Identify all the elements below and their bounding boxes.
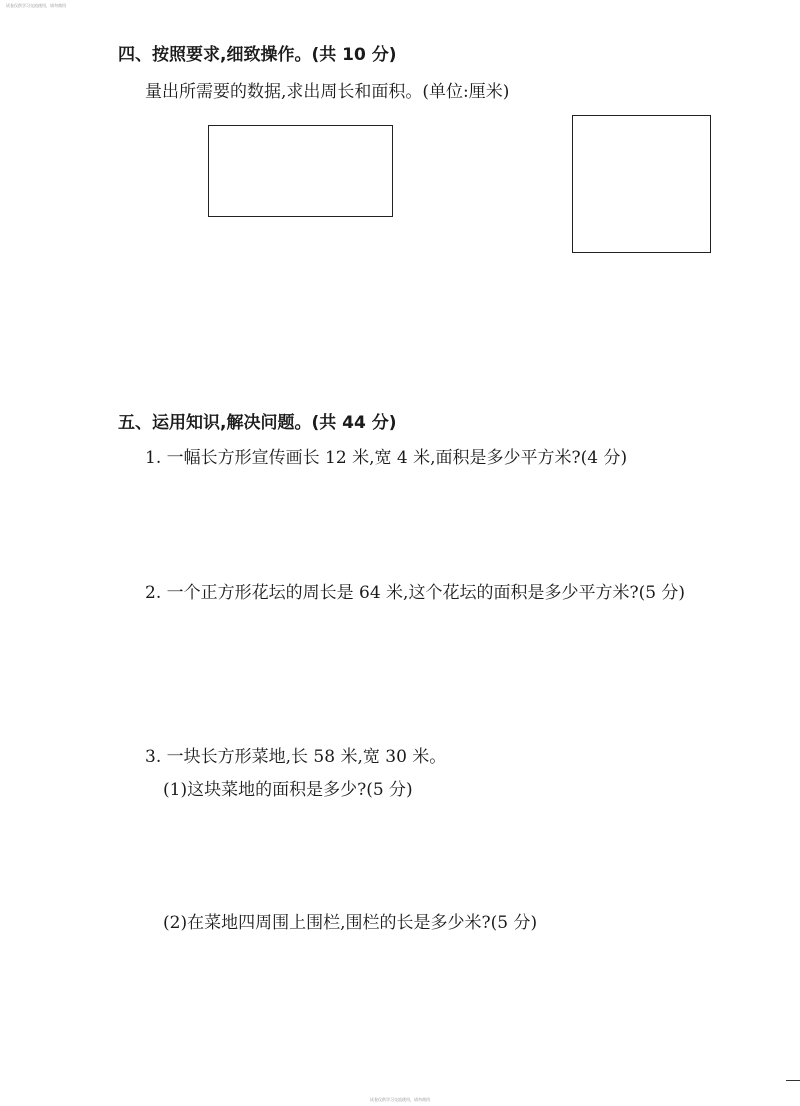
section4-title: 四、按照要求,细致操作。(共 10 分) (118, 45, 397, 65)
square-figure (572, 115, 711, 253)
footer-note: 试卷仅供学习交流使用，请勿商用 (370, 1097, 430, 1102)
section5-title: 五、运用知识,解决问题。(共 44 分) (118, 413, 397, 433)
question-3-part-1: (1)这块菜地的面积是多少?(5 分) (163, 780, 413, 800)
question-2: 2. 一个正方形花坛的周长是 64 米,这个花坛的面积是多少平方米?(5 分) (145, 583, 686, 603)
question-3-part-2: (2)在菜地四周围上围栏,围栏的长是多少米?(5 分) (163, 913, 538, 933)
section4-instruction: 量出所需要的数据,求出周长和面积。(单位:厘米) (145, 82, 510, 102)
header-note: 试卷仅供学习交流使用，请勿商用 (6, 3, 66, 8)
page-edge-mark (786, 1080, 800, 1081)
question-1: 1. 一幅长方形宣传画长 12 米,宽 4 米,面积是多少平方米?(4 分) (145, 448, 628, 468)
question-3-stem: 3. 一块长方形菜地,长 58 米,宽 30 米。 (145, 747, 447, 767)
rectangle-figure (208, 125, 393, 217)
